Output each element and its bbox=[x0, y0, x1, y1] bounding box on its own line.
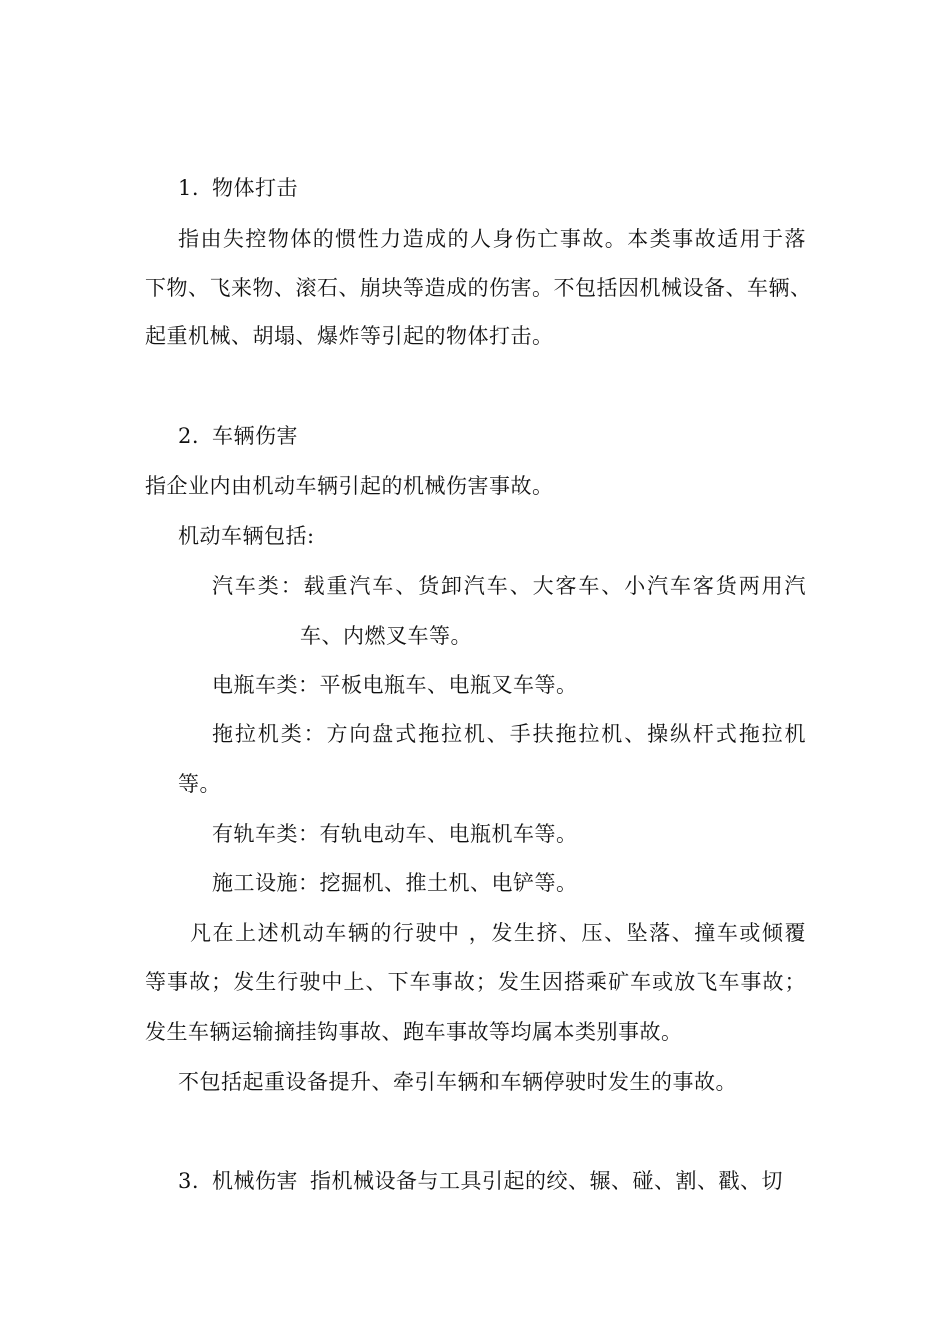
section-1-body-line-2: 下物、飞来物、滚石、崩块等造成的伤害。不包括因机械设备、车辆、 bbox=[145, 276, 812, 300]
section-3-title: 机械伤害 bbox=[212, 1169, 298, 1193]
section-2-scope-line-1: 凡在上述机动车辆的行驶中 ，发生挤、压、坠落、撞车或倾覆 bbox=[190, 921, 806, 945]
section-2-intro: 指企业内由机动车辆引起的机械伤害事故。 bbox=[145, 474, 554, 498]
category-construction: 施工设施：挖掘机、推土机、电铲等。 bbox=[212, 871, 578, 895]
section-2-scope-line-3: 发生车辆运输摘挂钩事故、跑车事故等均属本类别事故。 bbox=[145, 1020, 683, 1044]
section-3-number: 3. bbox=[178, 1169, 200, 1193]
section-3-heading bbox=[178, 1167, 806, 1195]
section-1-heading bbox=[178, 174, 298, 202]
section-2-exclusion: 不包括起重设备提升、牵引车辆和车辆停驶时发生的事故。 bbox=[178, 1070, 737, 1094]
category-tractor-line-1: 拖拉机类：方向盘式拖拉机、手扶拖拉机、操纵杆式拖拉机 bbox=[212, 722, 806, 746]
section-3-body-start: 指机械设备与工具引起的绞、辗、碰、割、戳、切 bbox=[310, 1169, 783, 1193]
section-1-number: 1. bbox=[178, 176, 200, 200]
category-tractor-line-2: 等。 bbox=[178, 772, 221, 796]
category-rail-vehicle: 有轨车类：有轨电动车、电瓶机车等。 bbox=[212, 822, 578, 846]
section-1-title: 物体打击 bbox=[212, 176, 298, 200]
category-battery-car: 电瓶车类：平板电瓶车、电瓶叉车等。 bbox=[212, 673, 578, 697]
section-2-title: 车辆伤害 bbox=[212, 424, 298, 448]
section-2-includes-label: 机动车辆包括: bbox=[178, 524, 315, 548]
category-automobile-line-2: 车、内燃叉车等。 bbox=[300, 624, 472, 648]
section-2-scope-line-2: 等事故；发生行驶中上、下车事故；发生因搭乘矿车或放飞车事故； bbox=[145, 970, 806, 994]
section-2-heading bbox=[178, 422, 298, 450]
category-automobile-line-1: 汽车类：载重汽车、货卸汽车、大客车、小汽车客货两用汽 bbox=[212, 574, 806, 598]
section-2-number: 2. bbox=[178, 424, 200, 448]
section-1-body-line-1: 指由失控物体的惯性力造成的人身伤亡事故。本类事故适用于落 bbox=[178, 227, 806, 251]
section-1-body-line-3: 起重机械、胡塌、爆炸等引起的物体打击。 bbox=[145, 324, 554, 348]
